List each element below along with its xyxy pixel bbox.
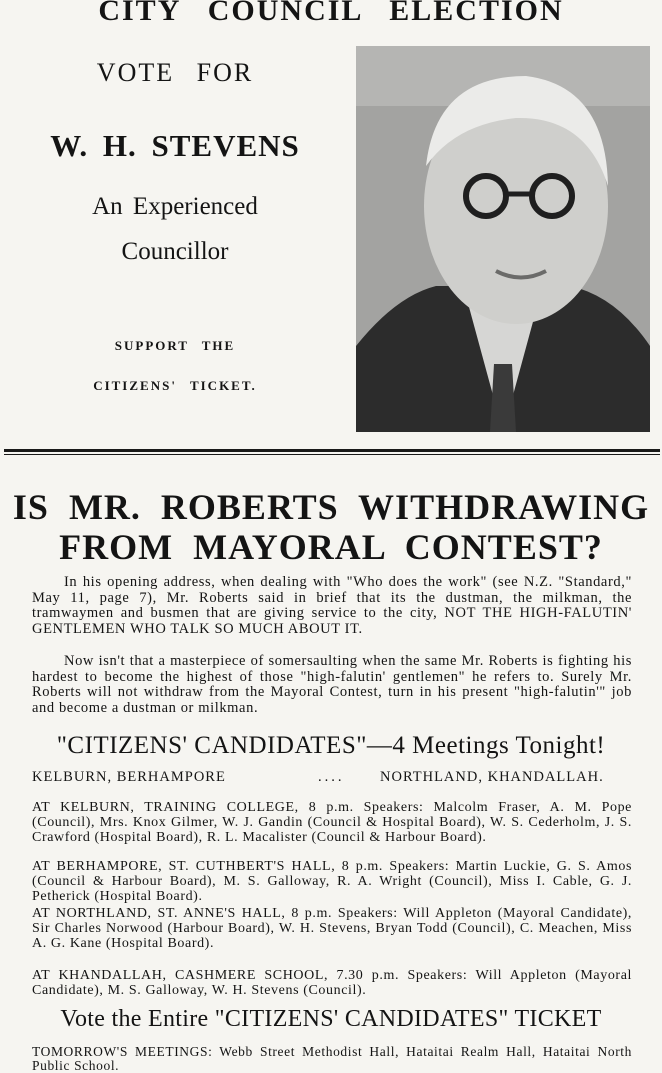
tagline-line-2: Councillor — [121, 238, 229, 265]
meeting-berhampore: AT BERHAMPORE, ST. CUTHBERT'S HALL, 8 p.m. Speakers: Martin Luckie, G. S. Amos (Council & Harbour Board), M. S. Galloway, R. A. Wright (Council), Miss I. Cable, G. J. Petherick (Hospital Board). — [32, 859, 632, 904]
tomorrow-meetings: TOMORROW'S MEETINGS: Webb Street Methodist Hall, Hataitai Realm Hall, Hataitai North Public School. — [32, 1044, 632, 1073]
meetings-headline: "CITIZENS' CANDIDATES"—4 Meetings Tonight! — [56, 732, 606, 759]
candidate-portrait — [356, 46, 650, 432]
meeting-kelburn: AT KELBURN, TRAINING COLLEGE, 8 p.m. Speakers: Malcolm Fraser, A. M. Pope (Council), Mrs. Knox Gilmer, W. J. Gandin (Council & Hospital Board), W. S. Cederholm, J. S. Crawford (Hospital Board), R. L. Macalister (Council & Harbour Board). — [32, 800, 632, 845]
tagline-line-1: An Experienced — [92, 193, 258, 220]
divider-rule-thin — [4, 454, 660, 455]
tie-shape — [490, 364, 516, 432]
support-text: SUPPORT THE — [114, 338, 236, 353]
divider-rule — [4, 449, 660, 452]
vote-for-text: VOTE FOR — [96, 58, 254, 87]
article-headline-line-1: IS MR. ROBERTS WITHDRAWING — [12, 487, 650, 527]
locations-left: KELBURN, BERHAMPORE — [32, 769, 226, 785]
article-paragraph-1: In his opening address, when dealing with "Who does the work" (see N.Z. "Standard," May 11, page 7), Mr. Roberts said in brief that its the dustman, the milkman, the tramwaymen and busmen that are giving service to the city, NOT THE HIGH-FALUTIN' GENTLEMEN WHO TALK SO MUCH ABOUT IT. — [32, 574, 632, 637]
meeting-northland: AT NORTHLAND, ST. ANNE'S HALL, 8 p.m. Speakers: Will Appleton (Mayoral Candidate), Sir Charles Norwood (Harbour Board), W. H. Stevens, Bryan Todd (Council), C. Meachen, Miss A. G. Kane (Hospital Board). — [32, 906, 632, 951]
ticket-text: CITIZENS' TICKET. — [93, 378, 257, 393]
candidate-name: W. H. STEVENS — [50, 128, 300, 163]
footer-slogan: Vote the Entire "CITIZENS' CANDIDATES" TICKET — [60, 1006, 602, 1032]
article-headline-line-2: FROM MAYORAL CONTEST? — [59, 527, 603, 567]
locations-separator: .... — [318, 769, 345, 785]
meeting-khandallah: AT KHANDALLAH, CASHMERE SCHOOL, 7.30 p.m. Speakers: Will Appleton (Mayoral Candidate), M. S. Galloway, W. H. Stevens (Council). — [32, 968, 632, 998]
ad-headline: CITY COUNCIL ELECTION — [98, 0, 564, 27]
locations-right: NORTHLAND, KHANDALLAH. — [380, 769, 604, 785]
article-paragraph-2: Now isn't that a masterpiece of somersaulting when the same Mr. Roberts is fighting his hardest to become the highest of those "high-falutin' gentlemen" he refers to. Surely Mr. Roberts will not withdraw from the Mayoral Contest, turn in his present "high-falutin'" job and become a dustman or milkman. — [32, 653, 632, 716]
